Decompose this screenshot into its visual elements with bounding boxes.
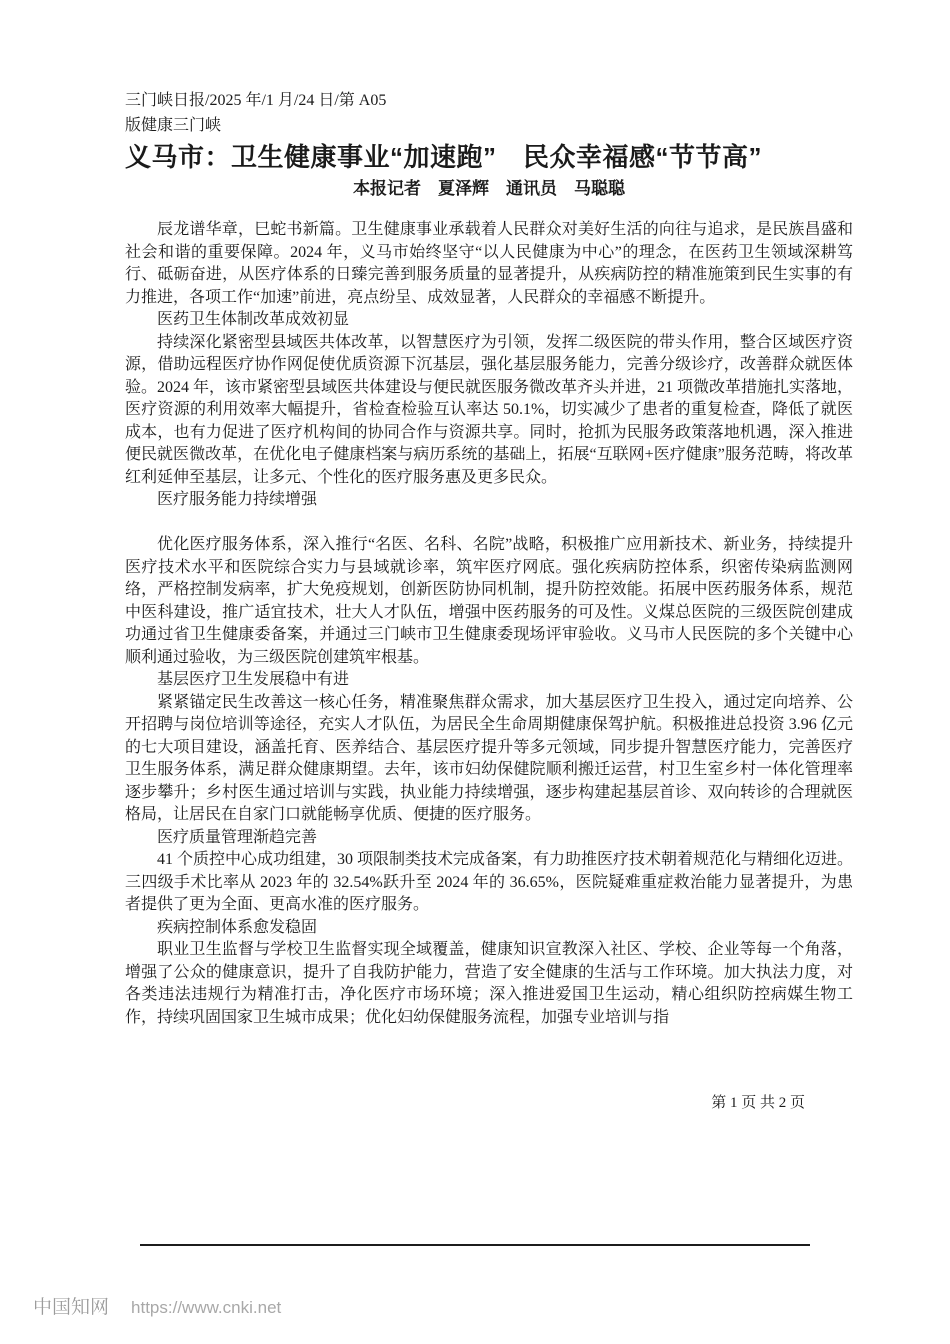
page-indicator: 第 1 页 共 2 页 (711, 1095, 805, 1111)
article-title: 义马市：卫生健康事业“加速跑” 民众幸福感“节节高” (125, 142, 763, 172)
source-line-2: 版健康三门峡 (125, 117, 222, 134)
body-paragraph: 辰龙谱华章，巳蛇书新篇。卫生健康事业承载着人民群众对美好生活的向往与追求，是民族昌盛和社会和谐的重要保障。2024 年，义马市始终坚守“以人民健康为中心”的理念，在医药卫生领域深耕笃行、砥砺奋进，从医疗体系的日臻完善到服务质量的显著提升，从疾病防控的精准施策到民生实事的有力推进，各项工作“加速”前进，亮点纷呈、成效显著，人民群众的幸福感不断提升。 (125, 221, 853, 306)
body-paragraph: 持续深化紧密型县域医共体改革，以智慧医疗为引领，发挥二级医院的带头作用，整合区域医疗资源，借助远程医疗协作网促使优质资源下沉基层，强化基层服务能力，完善分级诊疗，改善群众就医体验。2024 年，该市紧密型县域医共体建设与便民就医服务微改革齐头并进，21 项微改革措施扎实落地，医疗资源的利用效率大幅提升，省检查检验互认率达 50.1%，切实减少了患者的重复检查，降低了就医成本，也有力促进了医疗机构间的协同合作与资源共享。同时，抢抓为民服务政策落地机遇，深入推进便民就医微改革，在优化电子健康档案与病历系统的基础上，拓展“互联网+医疗健康”服务范畴，将改革红利延伸至基层，让多元、个性化的医疗服务惠及更多民众。 (125, 333, 854, 486)
section-heading: 医疗质量管理渐趋完善 (157, 828, 318, 846)
section-heading: 疾病控制体系愈发稳固 (157, 918, 318, 936)
cnki-brand-label: 中国知网 (33, 1297, 110, 1318)
footer-divider-line (140, 1244, 810, 1246)
byline: 本报记者 夏泽辉 通讯员 马聪聪 (353, 179, 625, 198)
body-paragraph: 41 个质控中心成功组建，30 项限制类技术完成备案，有力助推医疗技术朝着规范化与精细化迈进。三四级手术比率从 2023 年的 32.54%跃升至 2024 年的 36.65%，医院疑难重症救治能力显著提升，为患者提供了更为全面、更高水准的医疗服务。 (125, 851, 854, 913)
section-heading: 医药卫生体制改革成效初显 (157, 311, 350, 328)
cnki-watermark (33, 1292, 281, 1319)
body-paragraph: 职业卫生监督与学校卫生监督实现全域覆盖，健康知识宣教深入社区、学校、企业等每一个角落，增强了公众的健康意识，提升了自我防护能力，营造了安全健康的生活与工作环境。加大执法力度，对各类违法违规行为精准打击，净化医疗市场环境；深入推进爱国卫生运动，精心组织防控病媒生物工作，持续巩固国家卫生城市成果；优化妇幼保健服务流程，加强专业培训与指 (125, 941, 853, 1026)
body-paragraph: 紧紧锚定民生改善这一核心任务，精准聚焦群众需求，加大基层医疗卫生投入，通过定向培养、公开招聘与岗位培训等途径，充实人才队伍，为居民全生命周期健康保驾护航。积极推进总投资 3.96 亿元的七大项目建设，涵盖托育、医养结合、基层医疗提升等多元领域，同步提升智慧医疗能力，完善医疗卫生服务体系，满足群众健康期望。去年，该市妇幼保健院顺利搬迁运营，村卫生室乡村一体化管理率逐步攀升；乡村医生通过培训与实践，执业能力持续增强，逐步构建起基层首诊、双向转诊的合理就医格局，让居民在自家门口就能畅享优质、便捷的医疗服务。 (125, 693, 853, 823)
section-heading: 基层医疗卫生发展稳中有进 (157, 671, 350, 688)
article-body (125, 219, 853, 1029)
section-heading: 医疗服务能力持续增强 (157, 491, 318, 508)
body-paragraph: 优化医疗服务体系，深入推行“名医、名科、名院”战略，积极推广应用新技术、新业务，持续提升医疗技术水平和医院综合实力与县域就诊率，筑牢医疗网底。强化疾病防控体系，织密传染病监测网络，严格控制发病率，扩大免疫规划，创新医防协同机制，提升防控效能。拓展中医药服务体系，规范中医科建设，推广适宜技术，壮大人才队伍，增强中医药服务的可及性。义煤总医院的三级医院创建成功通过省卫生健康委备案，并通过三门峡市卫生健康委现场评审验收。义马市人民医院的多个关键中心顺利通过验收，为三级医院创建筑牢根基。 (125, 536, 853, 666)
cnki-url-text: https://www.cnki.net (131, 1298, 282, 1317)
article-content (125, 88, 853, 1029)
source-line-1: 三门峡日报/2025 年/1 月/24 日/第 A05 (125, 92, 387, 109)
